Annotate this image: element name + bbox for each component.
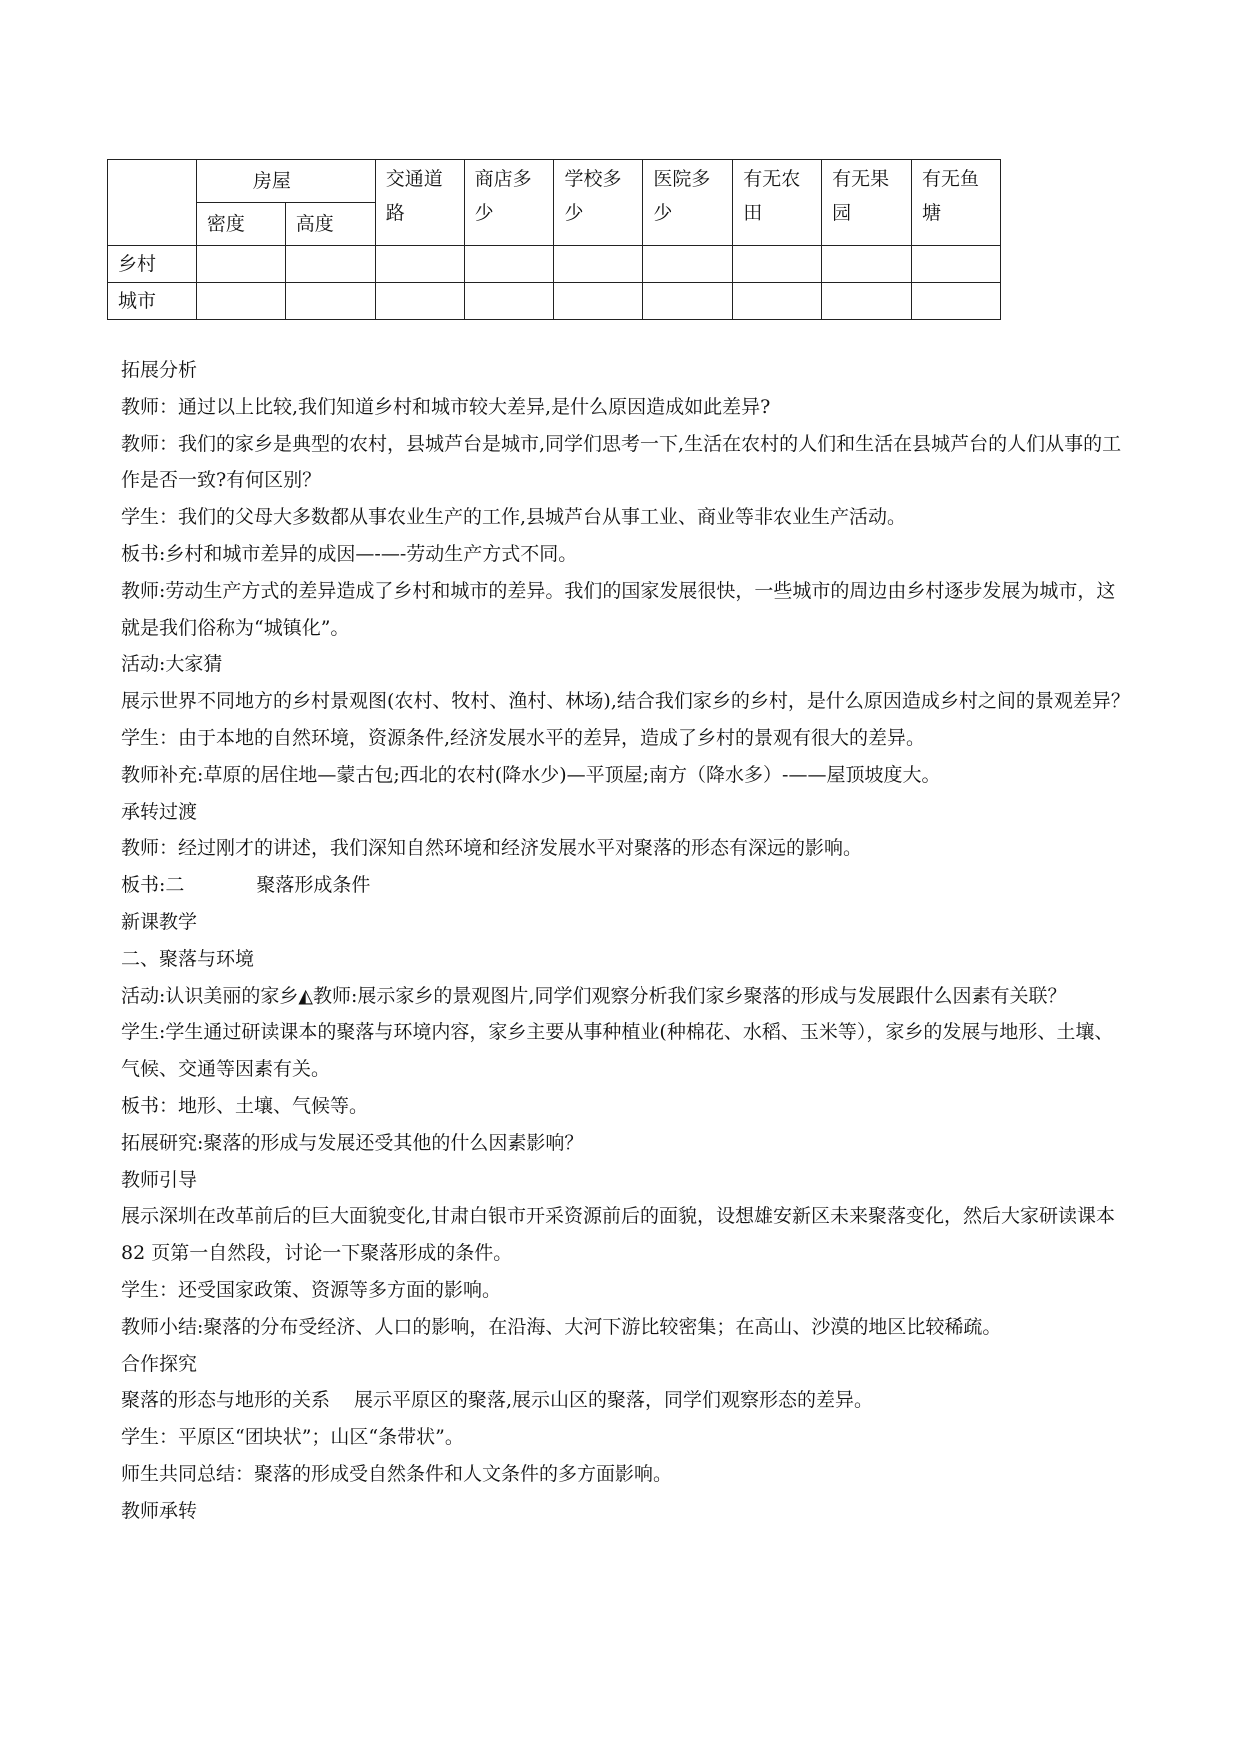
- lesson-body: [121, 352, 1131, 1530]
- paragraph: 板书:乡村和城市差异的成因—-—-劳动生产方式不同。: [121, 542, 578, 565]
- table-cell: [912, 246, 1001, 283]
- paragraph: 教师小结:聚落的分布受经济、人口的影响，在沿海、大河下游比较密集；在高山、沙漠的地区比较稀疏。: [121, 1315, 1002, 1338]
- table-cell: [643, 283, 733, 320]
- table-cell: [464, 283, 554, 320]
- table-cell: [464, 246, 554, 283]
- paragraph: 活动:认识美丽的家乡◭教师:展示家乡的景观图片,同学们观察分析我们家乡聚落的形成与发展跟什么因素有关联？: [121, 984, 1067, 1007]
- board-label: 板书:二: [121, 874, 185, 897]
- paragraph: 教师承转: [121, 1499, 198, 1522]
- paragraph: 合作探究: [121, 1352, 198, 1375]
- header-orchards: 有无果园: [822, 160, 912, 246]
- table-cell: [285, 283, 375, 320]
- paragraph: 承转过渡: [121, 800, 198, 823]
- table-cell: [196, 246, 285, 283]
- table-cell: [822, 283, 912, 320]
- table-cell: [643, 246, 733, 283]
- table-cell: [375, 283, 464, 320]
- coop-activity: 展示平原区的聚落,展示山区的聚落，同学们观察形态的差异。: [354, 1389, 874, 1412]
- header-schools: 学校多少: [554, 160, 643, 246]
- table-corner-cell: [108, 160, 197, 246]
- paragraph: 活动:大家猜: [121, 653, 223, 676]
- paragraph: 教师：我们的家乡是典型的农村，县城芦台是城市,同学们思考一下,生活在农村的人们和生活在县城芦台的人们从事的工作是否一致?有何区别？: [121, 432, 1122, 492]
- paragraph: 教师:劳动生产方式的差异造成了乡村和城市的差异。我们的国家发展很快，一些城市的周边由乡村逐步发展为城市，这就是我们俗称为“城镇化”。: [121, 579, 1116, 639]
- paragraph: 学生：还受国家政策、资源等多方面的影响。: [121, 1278, 502, 1301]
- header-fishponds: 有无鱼塘: [912, 160, 1001, 246]
- paragraph: 学生：平原区“团块状”；山区“条带状”。: [121, 1426, 464, 1449]
- table-cell: [375, 246, 464, 283]
- table-cell: [554, 283, 643, 320]
- paragraph: 展示深圳在改革前后的巨大面貌变化,甘肃白银市开采资源前后的面貌，设想雄安新区未来聚落变化，然后大家研读课本 82 页第一自然段，讨论一下聚落形成的条件。: [121, 1205, 1116, 1265]
- paragraph: 师生共同总结：聚落的形成受自然条件和人文条件的多方面影响。: [121, 1462, 673, 1485]
- paragraph: 教师：通过以上比较,我们知道乡村和城市较大差异,是什么原因造成如此差异?: [121, 395, 771, 418]
- row-label-city: 城市: [108, 283, 197, 320]
- header-house: 房屋: [196, 160, 375, 203]
- coop-topic: 聚落的形态与地形的关系: [121, 1389, 331, 1412]
- table-row: [108, 283, 1001, 320]
- table-cell: [733, 246, 822, 283]
- table-cell: [822, 246, 912, 283]
- paragraph: 教师补充:草原的居住地—蒙古包;西北的农村(降水少)—平顶屋;南方（降水多）-——屋顶坡度大。: [121, 763, 941, 786]
- paragraph: 展示世界不同地方的乡村景观图(农村、牧村、渔村、林场),结合我们家乡的乡村，是什么原因造成乡村之间的景观差异？: [121, 690, 1130, 713]
- paragraph: 学生：我们的父母大多数都从事农业生产的工作,县城芦台从事工业、商业等非农业生产活动。: [121, 506, 907, 529]
- row-label-village: 乡村: [108, 246, 197, 283]
- paragraph: 教师引导: [121, 1168, 198, 1191]
- header-traffic: 交通道路: [375, 160, 464, 246]
- paragraph: 学生：由于本地的自然环境，资源条件,经济发展水平的差异，造成了乡村的景观有很大的差异。: [121, 726, 926, 749]
- header-density: 密度: [196, 203, 285, 246]
- board-line: [121, 867, 1131, 904]
- header-farmland: 有无农田: [733, 160, 822, 246]
- paragraph: 教师：经过刚才的讲述，我们深知自然环境和经济发展水平对聚落的形态有深远的影响。: [121, 837, 863, 860]
- paragraph: 拓展研究:聚落的形成与发展还受其他的什么因素影响？: [121, 1131, 584, 1154]
- coop-line: [121, 1382, 1131, 1419]
- table-row: [108, 246, 1001, 283]
- paragraph: 板书：地形、土壤、气候等。: [121, 1094, 369, 1117]
- header-hospitals: 医院多少: [643, 160, 733, 246]
- table-cell: [196, 283, 285, 320]
- table-cell: [554, 246, 643, 283]
- paragraph: 新课教学: [121, 910, 198, 933]
- header-height: 高度: [285, 203, 375, 246]
- header-shops: 商店多少: [464, 160, 554, 246]
- table-cell: [912, 283, 1001, 320]
- table-cell: [285, 246, 375, 283]
- paragraph: 拓展分析: [121, 359, 198, 381]
- comparison-table: [107, 159, 1001, 320]
- section-heading: 二、聚落与环境: [121, 947, 255, 970]
- board-topic: 聚落形成条件: [256, 874, 371, 897]
- table-cell: [733, 283, 822, 320]
- paragraph: 学生:学生通过研读课本的聚落与环境内容，家乡主要从事种植业(种棉花、水稻、玉米等），家乡的发展与地形、土壤、气候、交通等因素有关。: [121, 1021, 1114, 1081]
